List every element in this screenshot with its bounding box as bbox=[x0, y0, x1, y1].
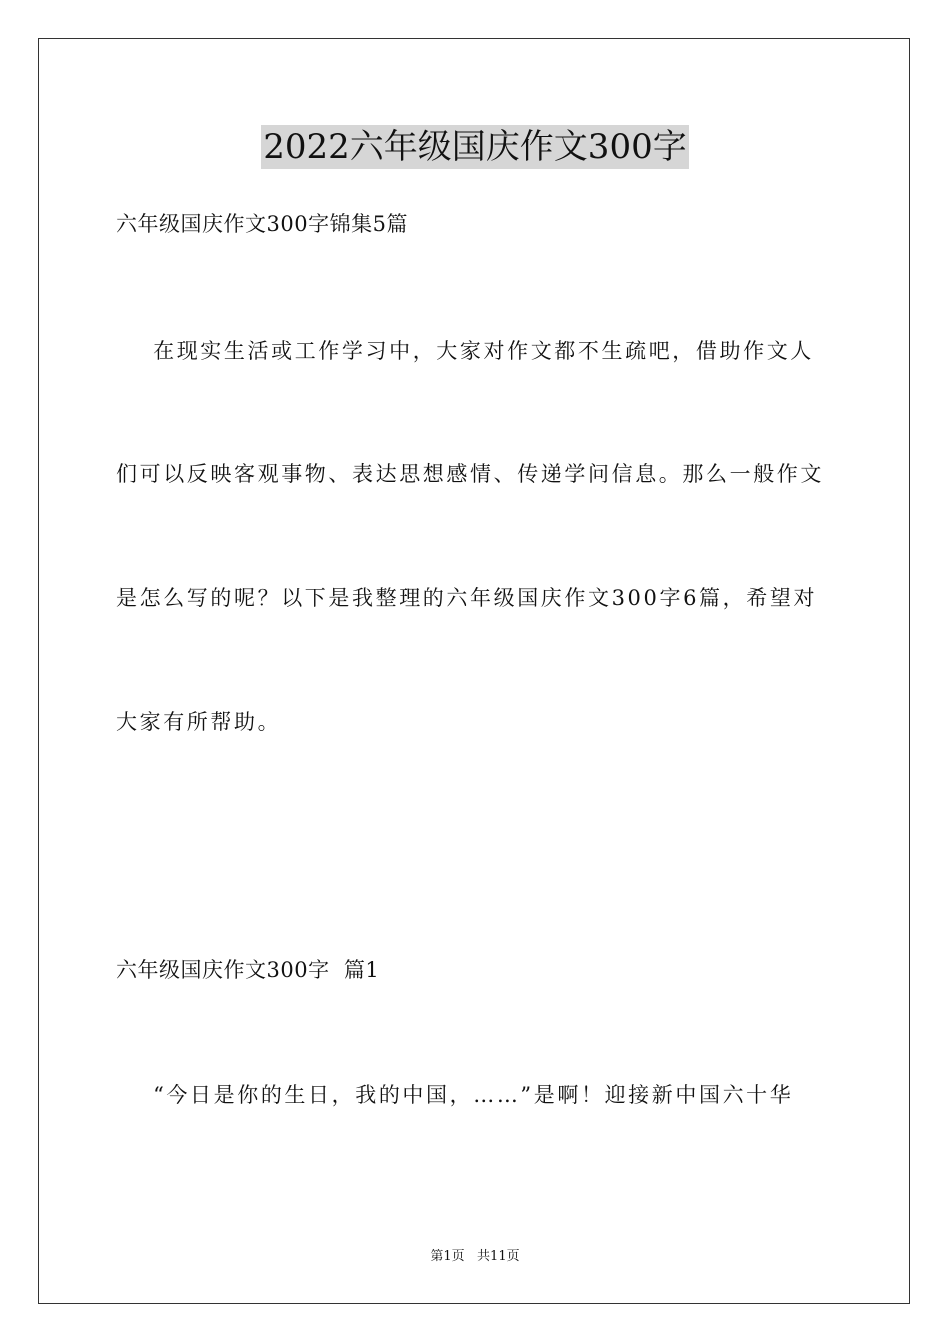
title-container bbox=[0, 125, 950, 169]
intro-line-1: 在现实生活或工作学习中，大家对作文都不生疏吧，借助作文人 bbox=[116, 339, 814, 363]
page-footer: 第1页 共11页 bbox=[430, 1249, 520, 1264]
section-first-line: “今日是你的生日，我的中国，……”是啊！迎接新中国六十华 bbox=[116, 1083, 794, 1107]
intro-line-4: 大家有所帮助。 bbox=[116, 710, 282, 734]
section-heading: 六年级国庆作文300字 篇1 bbox=[116, 958, 380, 982]
document-title: 2022六年级国庆作文300字 bbox=[263, 127, 687, 167]
intro-line-2: 们可以反映客观事物、表达思想感情、传递学问信息。那么一般作文 bbox=[116, 462, 824, 486]
intro-line-3: 是怎么写的呢？以下是我整理的六年级国庆作文300字6篇，希望对 bbox=[116, 586, 818, 610]
document-subtitle: 六年级国庆作文300字锦集5篇 bbox=[116, 212, 408, 236]
